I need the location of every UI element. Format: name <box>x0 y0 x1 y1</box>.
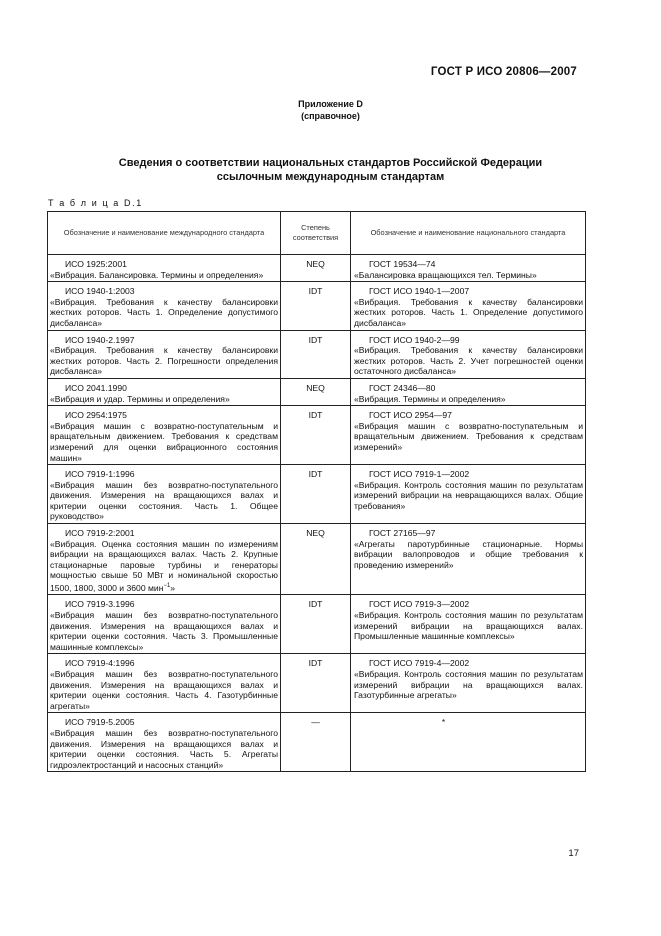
table-label: Т а б л и ц а D.1 <box>48 198 143 208</box>
header-national-standard: Обозначение и наименование национального стандарта <box>351 212 586 255</box>
main-title-line-1: Сведения о соответствии национальных стандартов Российской Федерации <box>118 157 543 169</box>
national-standard-code: ГОСТ ИСО 7919-4—2002 <box>369 658 470 669</box>
intl-standard-code: ИСО 1940-1:2003 <box>65 286 135 297</box>
page-number: 17 <box>568 848 579 859</box>
intl-standard-title: «Вибрация машин с возвратно-поступательным и вращательным движением. Требования к средствам измерений для оценки вибрационного состояния машин» <box>50 420 278 463</box>
national-standard-cell <box>351 282 586 330</box>
national-standard-title: «Вибрация. Термины и определения» <box>354 393 506 404</box>
intl-standard-title: «Вибрация. Требования к качеству балансировки жестких роторов. Часть 2. Погрешности определения дисбаланса» <box>50 345 278 377</box>
intl-standard-code: ИСО 7919-2:2001 <box>65 528 135 539</box>
national-standard-code: ГОСТ 27165—97 <box>369 528 436 539</box>
degree-cell: IDT <box>281 654 351 713</box>
intl-standard-code: ИСО 2041.1990 <box>65 382 127 393</box>
national-standard-cell <box>351 654 586 713</box>
intl-standard-cell <box>48 255 281 282</box>
intl-standard-cell <box>48 378 281 405</box>
national-standard-code: ГОСТ 24346—80 <box>369 382 436 393</box>
national-standard-title: «Вибрация. Контроль состояния машин по результатам измерений вибрации на вращающихся валах. Промышленные машинные комплексы» <box>354 610 583 642</box>
table-row <box>48 465 586 524</box>
degree-cell: NEQ <box>281 255 351 282</box>
intl-standard-title: «Вибрация и удар. Термины и определения» <box>50 393 230 404</box>
table-row <box>48 255 586 282</box>
degree-cell: NEQ <box>281 524 351 595</box>
table-header-row <box>48 212 586 255</box>
main-title-line-2: ссылочным международным стандартам <box>216 171 445 183</box>
national-standard-cell <box>351 255 586 282</box>
intl-standard-cell <box>48 654 281 713</box>
degree-cell: IDT <box>281 465 351 524</box>
unit-exponent: −1 <box>163 583 171 590</box>
intl-standard-cell <box>48 713 281 772</box>
intl-standard-cell <box>48 595 281 654</box>
intl-standard-code: ИСО 7919-1:1996 <box>65 469 135 480</box>
degree-cell: NEQ <box>281 378 351 405</box>
intl-standard-code: ИСО 1925:2001 <box>65 259 127 269</box>
intl-standard-title: «Вибрация машин без возвратно-поступательного движения. Измерения на вращающихся валах и критерии оценки состояния. Часть 1. Общее руководство» <box>50 479 278 522</box>
header-international-standard: Обозначение и наименование международного стандарта <box>48 212 281 255</box>
national-standard-cell <box>351 406 586 465</box>
degree-cell: IDT <box>281 330 351 378</box>
national-standard-cell <box>351 524 586 595</box>
national-standard-code: ГОСТ ИСО 7919-3—2002 <box>369 599 470 610</box>
table-row <box>48 282 586 330</box>
intl-standard-cell <box>48 330 281 378</box>
national-standard-title: «Вибрация машин с возвратно-поступательным и вращательным движением. Требования к средствам измерений» <box>354 420 583 452</box>
intl-standard-title: «Вибрация машин без возвратно-поступательного движения. Измерения на вращающихся валах и критерии оценки состояния. Часть 3. Промышленные машинные комплексы» <box>50 610 278 652</box>
table-row <box>48 406 586 465</box>
degree-cell: IDT <box>281 282 351 330</box>
national-standard-cell <box>351 595 586 654</box>
national-standard-code: ГОСТ ИСО 1940-2—99 <box>369 334 460 345</box>
intl-standard-code: ИСО 7919-3.1996 <box>65 599 135 610</box>
appendix-title: Приложение D <box>298 99 363 109</box>
intl-standard-title: «Вибрация. Требования к качеству балансировки жестких роторов. Часть 1. Определение допустимого дисбаланса» <box>50 296 278 328</box>
table-row <box>48 378 586 405</box>
appendix-subtitle: (справочное) <box>301 111 360 121</box>
intl-standard-cell <box>48 524 281 595</box>
national-standard-cell <box>351 465 586 524</box>
national-standard-code: ГОСТ ИСО 2954—97 <box>369 410 452 421</box>
national-standard-cell <box>351 330 586 378</box>
national-standard-title: «Агрегаты паротурбинные стационарные. Нормы вибрации валопроводов и общие требования к проведению измерений» <box>354 538 583 570</box>
table-row <box>48 524 586 595</box>
appendix-heading <box>0 98 661 122</box>
national-standard-title: «Вибрация. Требования к качеству балансировки жестких роторов. Часть 1. Определение допустимого дисбаланса» <box>354 296 583 328</box>
degree-cell: IDT <box>281 595 351 654</box>
intl-standard-cell <box>48 465 281 524</box>
degree-cell: — <box>281 713 351 772</box>
national-standard-title: «Балансировка вращающихся тел. Термины» <box>354 269 537 280</box>
table-row <box>48 713 586 772</box>
intl-standard-title: «Вибрация машин без возвратно-поступательного движения. Измерения на вращающихся валах и критерии оценки состояния. Часть 5. Агрегаты гидроэлектростанций и насосных станций» <box>50 728 278 770</box>
header-degree-of-correspondence: Степень соответствия <box>281 212 351 255</box>
intl-standard-title-end: » <box>170 582 176 593</box>
intl-standard-code: ИСО 7919-4:1996 <box>65 658 135 669</box>
national-standard-code: ГОСТ ИСО 7919-1—2002 <box>369 469 470 480</box>
intl-standard-title <box>50 539 278 594</box>
table-row <box>48 330 586 378</box>
national-standard-title: «Вибрация. Контроль состояния машин по результатам измерений вибрации на вращающихся валах. Газотурбинные агрегаты» <box>354 669 583 701</box>
national-standard-cell <box>351 378 586 405</box>
intl-standard-title-text: «Вибрация. Оценка состояния машин по измерениям вибрации на вращающихся валах. Часть 2. Крупные стационарные паровые турбины и генераторы мощностью свыше 50 МВт и номинальной скоростью 1500, 1800, 3000 и 3600 мин <box>50 538 278 593</box>
national-standard-code: ГОСТ 19534—74 <box>369 259 436 269</box>
intl-standard-code: ИСО 1940-2.1997 <box>65 334 135 345</box>
national-standard-footnote-mark: * <box>441 717 446 728</box>
national-standard-code: ГОСТ ИСО 1940-1—2007 <box>369 286 470 297</box>
degree-cell: IDT <box>281 406 351 465</box>
main-title <box>0 156 661 184</box>
national-standard-title: «Вибрация. Контроль состояния машин по результатам измерений вибрации на невращающихся валах. Общие требования» <box>354 479 583 511</box>
table-row <box>48 654 586 713</box>
national-standard-title: «Вибрация. Требования к качеству балансировки жестких роторов. Часть 2. Учет погрешностей оценки остаточного дисбаланса» <box>354 345 583 377</box>
intl-standard-title: «Вибрация. Балансировка. Термины и определения» <box>50 269 264 280</box>
intl-standard-code: ИСО 2954:1975 <box>65 410 127 421</box>
table-row <box>48 595 586 654</box>
national-standard-cell <box>351 713 586 772</box>
intl-standard-cell <box>48 406 281 465</box>
intl-standard-cell <box>48 282 281 330</box>
correspondence-table <box>47 211 586 772</box>
intl-standard-title: «Вибрация машин без возвратно-поступательного движения. Измерения на вращающихся валах и критерии оценки состояния. Часть 4. Газотурбинные агрегаты» <box>50 669 278 711</box>
document-designation: ГОСТ Р ИСО 20806—2007 <box>430 66 577 78</box>
intl-standard-code: ИСО 7919-5.2005 <box>65 717 135 728</box>
